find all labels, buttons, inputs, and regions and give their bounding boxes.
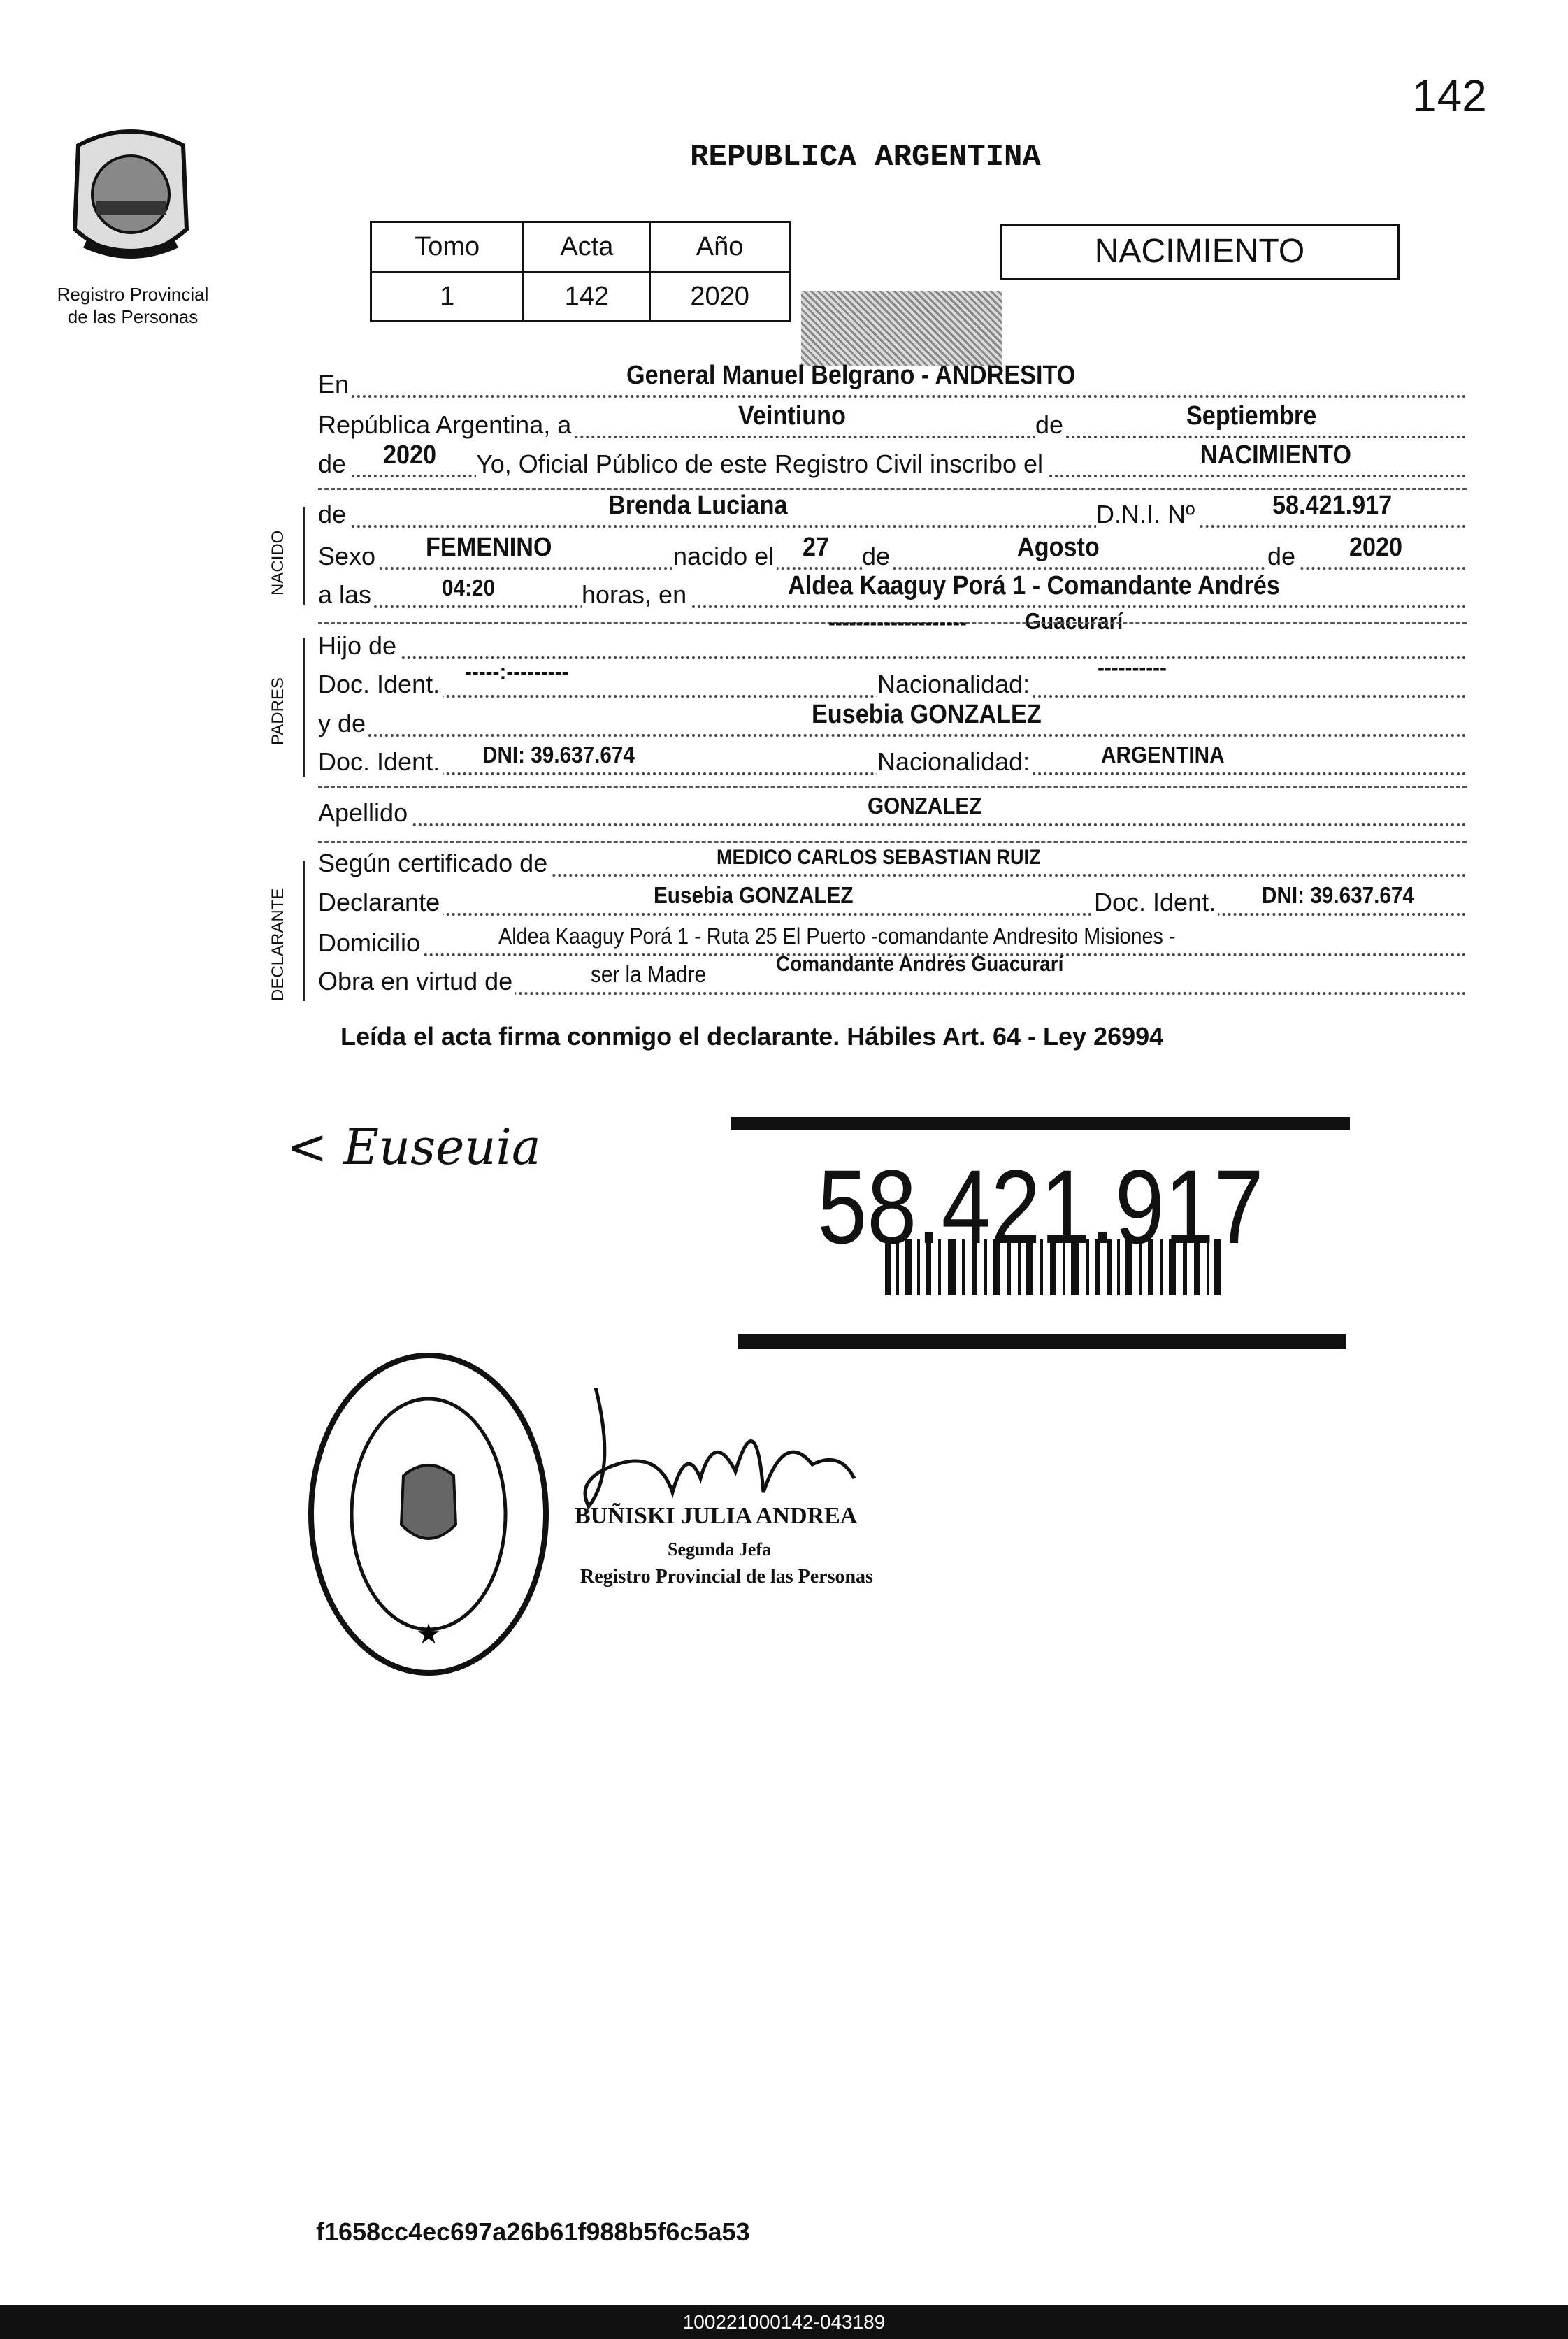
value-address: Aldea Kaaguy Porá 1 - Ruta 25 El Puerto -comandante Andresito Misiones - xyxy=(498,923,1176,949)
value-capacity: ser la Madre xyxy=(591,961,707,987)
row-hijo-de xyxy=(318,609,1467,660)
value-month: Septiembre xyxy=(1186,401,1317,431)
label-y-de: y de xyxy=(318,709,368,738)
document-title: REPUBLICA ARGENTINA xyxy=(690,140,1041,175)
value-declarant-doc: DNI: 39.637.674 xyxy=(1262,882,1414,908)
value-mother-nationality: ARGENTINA xyxy=(1101,742,1225,768)
label-de: de xyxy=(318,500,349,529)
row-nombre xyxy=(318,490,1467,528)
row-fecha xyxy=(318,401,1467,438)
value-birth-place: Aldea Kaaguy Porá 1 - Comandante Andrés xyxy=(788,571,1280,600)
label-de: de xyxy=(862,542,893,571)
label-doc: Doc. Ident. xyxy=(318,670,443,699)
side-label-declarante: DECLARANTE xyxy=(268,888,287,1001)
footer-code: 100221000142-043189 xyxy=(0,2305,1568,2339)
label-nacido: nacido el xyxy=(673,542,777,571)
value-dni: 58.421.917 xyxy=(1272,491,1393,520)
value-father-doc: -----:--------- xyxy=(465,658,569,684)
signatory-role: Segunda Jefa xyxy=(668,1539,772,1560)
value-day: Veintiuno xyxy=(738,401,846,431)
row-certificado xyxy=(318,839,1467,877)
label-inscribo: Yo, Oficial Público de este Registro Civil inscribo el xyxy=(476,449,1046,479)
value-birth-month: Agosto xyxy=(1017,533,1100,562)
value-sex: FEMENINO xyxy=(426,533,552,562)
label-de: de xyxy=(1267,542,1298,571)
label-horas: horas, en xyxy=(582,580,689,610)
label-de: de xyxy=(318,449,349,479)
row-declarante xyxy=(318,878,1467,916)
value-year: 2020 xyxy=(383,440,437,470)
row-en xyxy=(318,360,1467,398)
row-doc2 xyxy=(318,737,1467,775)
row-inscribo xyxy=(318,440,1467,477)
row-doc1 xyxy=(318,654,1467,698)
side-label-padres: PADRES xyxy=(268,677,287,745)
separator xyxy=(318,786,1467,788)
value-time: 04:20 xyxy=(442,575,495,600)
section-bar-padres xyxy=(303,638,305,777)
value-acto: NACIMIENTO xyxy=(1200,440,1351,470)
signatory-name: BUÑISKI JULIA ANDREA xyxy=(575,1503,858,1529)
value-surname: GONZALEZ xyxy=(868,793,982,819)
registry-name xyxy=(42,283,224,328)
value-father-nationality: ---------- xyxy=(1098,654,1167,680)
signatory-org: Registro Provincial de las Personas xyxy=(580,1566,873,1588)
value-declarant: Eusebia GONZALEZ xyxy=(654,882,854,908)
value-extra-place: Comandante Andrés Guacurarí xyxy=(776,951,1064,976)
svg-text:★: ★ xyxy=(416,1618,441,1650)
value-place: General Manuel Belgrano - ANDRESITO xyxy=(626,361,1076,390)
label-fecha: República Argentina, a xyxy=(318,410,574,440)
sticker-dni-number: 58.421.917 xyxy=(817,1148,1264,1265)
header-anio: Año xyxy=(650,222,790,272)
label-domicilio: Domicilio xyxy=(318,928,423,958)
label-sexo: Sexo xyxy=(318,542,378,571)
value-name: Brenda Luciana xyxy=(608,491,788,520)
page-number: 142 xyxy=(1412,71,1487,121)
label-en: En xyxy=(318,370,352,399)
document-hash: f1658cc4ec697a26b61f988b5f6c5a53 xyxy=(316,2217,750,2246)
closing-statement: Leída el acta firma conmigo el declarante. Hábiles Art. 64 - Ley 26994 xyxy=(340,1022,1164,1051)
value-birth-year: 2020 xyxy=(1349,533,1403,562)
label-de: de xyxy=(1035,410,1066,440)
handwritten-signature-declarant: < Euseuia xyxy=(287,1118,541,1176)
value-certificate: MEDICO CARLOS SEBASTIAN RUIZ xyxy=(717,846,1041,869)
header-acta: Acta xyxy=(524,222,650,272)
label-hijo-de: Hijo de xyxy=(318,631,399,661)
value-mother-doc: DNI: 39.637.674 xyxy=(482,742,635,768)
redacted-stamp xyxy=(801,291,1002,366)
section-bar-nacido xyxy=(303,507,305,605)
record-table xyxy=(370,221,791,322)
value-acta: 142 xyxy=(524,272,650,322)
section-bar-declarante xyxy=(303,861,305,1001)
value-mother: Eusebia GONZALEZ xyxy=(812,700,1042,729)
official-seal xyxy=(305,1350,552,1678)
value-birth-day: 27 xyxy=(803,533,830,562)
value-tomo: 1 xyxy=(371,272,524,322)
label-nacionalidad: Nacionalidad: xyxy=(877,747,1033,777)
registry-line-1: Registro Provincial xyxy=(57,284,209,305)
header-tomo: Tomo xyxy=(371,222,524,272)
label-apellido: Apellido xyxy=(318,798,410,828)
row-sexo xyxy=(318,532,1467,570)
value-birth-place-2: Guacurarí xyxy=(1025,608,1123,634)
registry-line-2: de las Personas xyxy=(67,306,199,327)
side-label-nacido: NACIDO xyxy=(268,530,287,596)
label-a-las: a las xyxy=(318,580,374,610)
label-obra: Obra en virtud de xyxy=(318,967,515,996)
label-doc: Doc. Ident. xyxy=(1094,888,1218,917)
document-type-box: NACIMIENTO xyxy=(1000,224,1400,280)
row-domicilio xyxy=(318,919,1467,956)
row-obra xyxy=(318,951,1467,995)
label-declarante: Declarante xyxy=(318,888,443,917)
label-certificado: Según certificado de xyxy=(318,849,550,878)
label-dni: D.N.I. Nº xyxy=(1096,500,1197,529)
value-anio: 2020 xyxy=(650,272,790,322)
row-apellido xyxy=(318,789,1467,826)
label-doc: Doc. Ident. xyxy=(318,747,443,777)
label-nacionalidad: Nacionalidad: xyxy=(877,670,1033,699)
row-hora xyxy=(318,570,1467,608)
value-father: -------------------- xyxy=(828,609,967,635)
row-y-de xyxy=(318,699,1467,737)
